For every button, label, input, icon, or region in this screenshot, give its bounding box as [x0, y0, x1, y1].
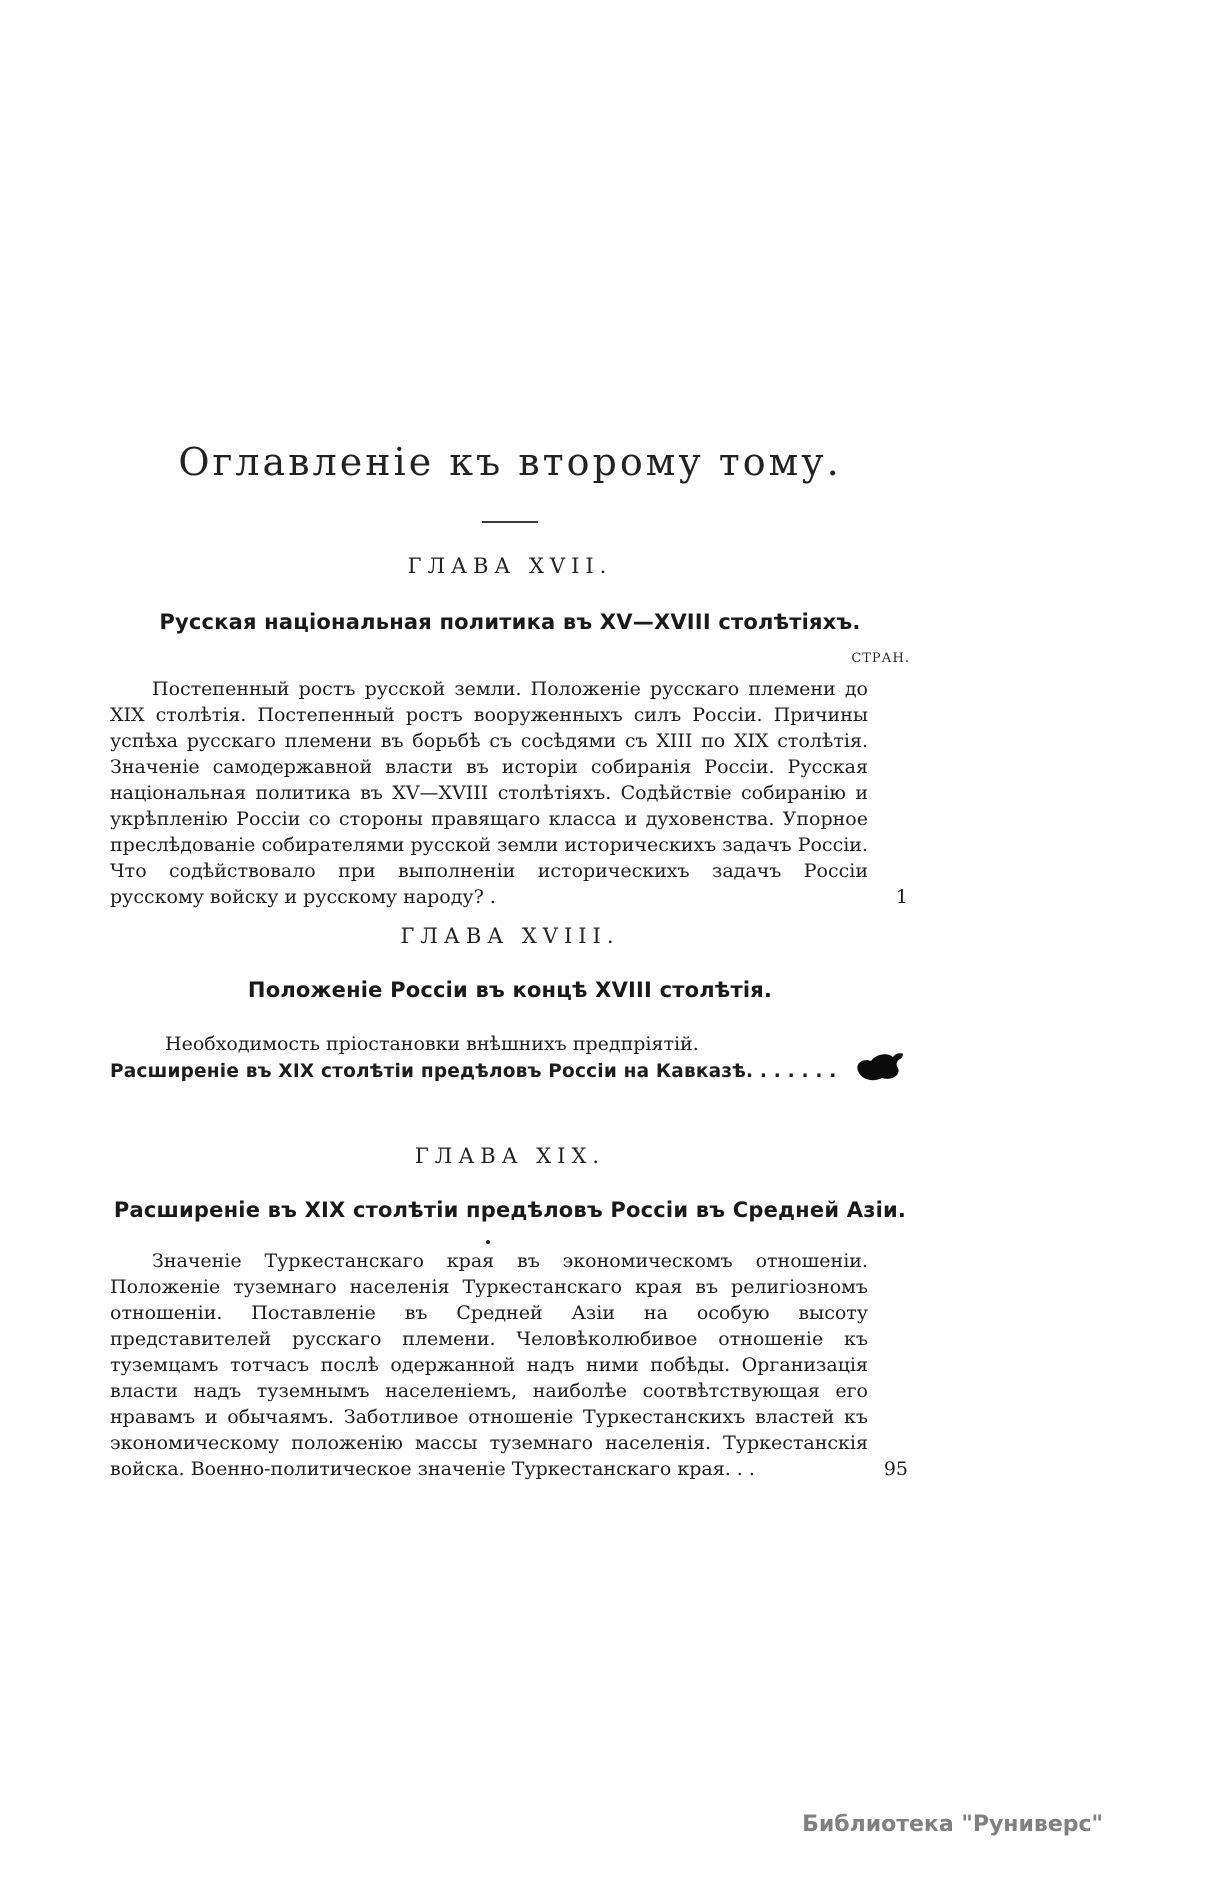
- print-artifact-dot: [486, 1240, 490, 1244]
- chapter-17-subtitle: Русская національная политика въ XV—XVIII столѣтіяхъ.: [159, 610, 861, 634]
- chapter-18-heading: ГЛАВА XVIII.: [400, 924, 620, 948]
- chapter-19-heading: ГЛАВА XIX.: [414, 1144, 606, 1168]
- page-title: Оглавленіе къ второму тому.: [178, 440, 842, 484]
- page-column-header: СТРАН.: [851, 651, 910, 666]
- chapter-18-entry-line-2: Расширеніе въ XIX столѣтіи предѣловъ Россіи на Кавказѣ. . . . . . .: [110, 1061, 837, 1082]
- chapter-17-entry: [110, 676, 910, 910]
- chapter-17-page-number: 1: [895, 886, 908, 908]
- chapter-18-subtitle: Положеніе Россіи въ концѣ XVIII столѣтія.: [247, 978, 773, 1002]
- title-divider-rule: [482, 521, 538, 523]
- chapter-17-summary: Постепенный ростъ русской земли. Положеніе русскаго племени до XIX столѣтія. Постепенный ростъ вооруженныхъ силъ Россіи. Причины успѣха русскаго племени въ борьбѣ съ сосѣдями съ XIII по XIX столѣтія. Значеніе самодержавной власти въ исторіи собиранія Россіи. Русская національная политика въ XV—XVIII столѣтіяхъ. Содѣйствіе собиранію и укрѣпленію Россіи со стороны правящаго класса и духовенства. Упорное преслѣдованіе собирателями русской земли историческихъ задачъ Россіи. Что содѣйствовало при выполненіи историческихъ задачъ Россіи русскому войску и русскому народу? .: [110, 678, 868, 908]
- text-block: [110, 0, 910, 1888]
- chapter-19-page-number: 95: [883, 1458, 908, 1480]
- ink-blot-artifact: [854, 1048, 904, 1084]
- chapter-19-entry: [110, 1248, 910, 1482]
- chapter-19-summary: Значеніе Туркестанскаго края въ экономическомъ отношеніи. Положеніе туземнаго населенія Туркестанскаго края въ религіозномъ отношеніи. Поставленіе въ Средней Азіи на особую высоту представителей русскаго племени. Человѣколюбивое отношеніе къ туземцамъ тотчасъ послѣ одержанной надъ ними побѣды. Организація власти надъ туземнымъ населеніемъ, наиболѣе соотвѣтствующая его нравамъ и обычаямъ. Заботливое отношеніе Туркестанскихъ властей къ экономическому положенію массы туземнаго населенія. Туркестанскія войска. Военно-политическое значеніе Туркестанскаго края. . .: [110, 1250, 868, 1480]
- chapter-17-heading: ГЛАВА XVII.: [407, 554, 613, 578]
- library-watermark: Библиотека "Руниверс": [802, 1812, 1103, 1837]
- chapter-19-subtitle: Расширеніе въ XIX столѣтіи предѣловъ Россіи въ Средней Азіи.: [113, 1198, 907, 1222]
- chapter-18-entry-line-1: Необходимость пріостановки внѣшнихъ предпріятій.: [165, 1033, 699, 1055]
